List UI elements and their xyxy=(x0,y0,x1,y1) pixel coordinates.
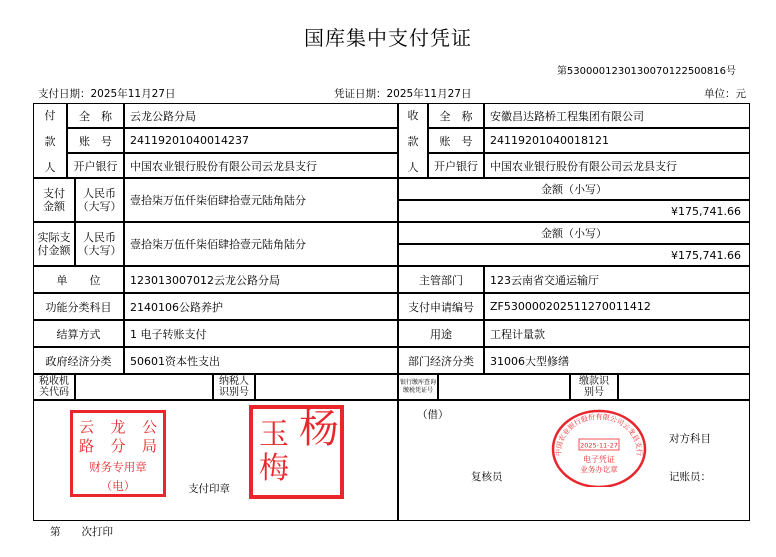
payee-bank: 中国农业银行股份有限公司云龙县支行 xyxy=(484,153,750,178)
bank-stamp-line2: 业务办讫章 xyxy=(580,465,618,474)
actual-amount-figure: ¥175,741.66 xyxy=(398,244,750,266)
payee-account-label: 账 号 xyxy=(428,128,484,153)
payment-id-label: 缴款识 别号 xyxy=(570,374,618,400)
dept-value: 123云南省交通运输厅 xyxy=(484,266,750,293)
debit-label: （借） xyxy=(417,409,449,421)
bank-query-value xyxy=(438,374,570,400)
payer-account-label: 账 号 xyxy=(67,128,124,153)
print-count: 第 次打印 xyxy=(50,526,113,538)
payment-id-value xyxy=(618,374,750,400)
bank-stamp-ring-text: 中国农业银行股份有限公司云龙县支行 xyxy=(554,413,644,457)
pay-amount-small-label: 金额（小写） xyxy=(398,178,750,200)
voucher-title: 国库集中支付凭证 xyxy=(304,26,472,50)
use-value: 工程计量款 xyxy=(484,320,750,347)
bookkeeper-label: 记账员： xyxy=(669,471,711,483)
settle-value: 1 电子转账支付 xyxy=(124,320,398,347)
gov-econ-value: 50601资本性支出 xyxy=(124,347,398,374)
unit-value: 123013007012云龙公路分局 xyxy=(124,266,398,293)
voucher-date: 凭证日期：2025年11月27日 xyxy=(334,88,472,100)
func-label: 功能分类科目 xyxy=(33,293,124,320)
use-label: 用途 xyxy=(398,320,484,347)
payee-name: 安徽昌达路桥工程集团有限公司 xyxy=(484,103,750,128)
review-label: 复核员 xyxy=(471,471,503,483)
request-no-label: 支付申请编号 xyxy=(398,293,484,320)
document-number: 第5300001230130070122500816号 xyxy=(556,66,736,77)
dept-label: 主管部门 xyxy=(398,266,484,293)
pay-amount-words: 壹拾柒万伍仟柒佰肆拾壹元陆角陆分 xyxy=(124,178,398,222)
payer-name: 云龙公路分局 xyxy=(124,103,398,128)
pay-rmb-label: 人民币 （大写） xyxy=(75,178,124,222)
bank-query-label: 银行缴库查询 缴税凭证号 xyxy=(398,374,438,400)
payer-side-label: 付 款 人 xyxy=(33,103,67,178)
personal-name-stamp: 玉 杨 梅 xyxy=(249,405,344,499)
contra-account-label: 对方科目 xyxy=(669,433,711,445)
taxpayer-id-value xyxy=(255,374,398,400)
actual-rmb-label: 人民币 （大写） xyxy=(75,222,124,266)
actual-amount-small-label: 金额（小写） xyxy=(398,222,750,244)
finance-seal-stamp: 云 龙 公 路 分 局 财务专用章（电） xyxy=(70,410,166,497)
payer-seal-area xyxy=(33,400,398,521)
request-no-value: ZF5300002025112700114​12 xyxy=(484,293,750,320)
currency-unit: 单位：元 xyxy=(704,88,746,100)
bank-area xyxy=(398,400,750,521)
unit-label: 单 位 xyxy=(33,266,124,293)
seal-label: 支付印章 xyxy=(188,483,230,495)
dept-econ-label: 部门经济分类 xyxy=(398,347,484,374)
payee-account: 24119201040018121 xyxy=(484,128,750,153)
pay-amount-label: 支付 金额 xyxy=(33,178,75,222)
tax-authority-value xyxy=(75,374,213,400)
payer-bank-label: 开户银行 xyxy=(67,153,124,178)
actual-amount-label: 实际支 付金额 xyxy=(33,222,75,266)
payee-side-label: 收 款 人 xyxy=(398,103,428,178)
payment-date: 支付日期：2025年11月27日 xyxy=(38,88,176,100)
tax-authority-label: 税收机 关代码 xyxy=(33,374,75,400)
dept-econ-value: 31006大型修缮 xyxy=(484,347,750,374)
bank-stamp-line1: 电子凭证 xyxy=(583,455,615,464)
taxpayer-id-label: 纳税人 识别号 xyxy=(213,374,255,400)
bank-stamp-date: 2025-11-27 xyxy=(580,441,618,450)
settle-label: 结算方式 xyxy=(33,320,124,347)
payee-bank-label: 开户银行 xyxy=(428,153,484,178)
payer-account: 24119201040014237 xyxy=(124,128,398,153)
payer-name-label: 全 称 xyxy=(67,103,124,128)
func-value: 2140106公路养护 xyxy=(124,293,398,320)
voucher-table xyxy=(34,104,750,521)
payer-bank: 中国农业银行股份有限公司云龙县支行 xyxy=(124,153,398,178)
bank-business-stamp xyxy=(549,407,649,487)
payee-name-label: 全 称 xyxy=(428,103,484,128)
pay-amount-figure: ¥175,741.66 xyxy=(398,200,750,222)
actual-amount-words: 壹拾柒万伍仟柒佰肆拾壹元陆角陆分 xyxy=(124,222,398,266)
gov-econ-label: 政府经济分类 xyxy=(33,347,124,374)
